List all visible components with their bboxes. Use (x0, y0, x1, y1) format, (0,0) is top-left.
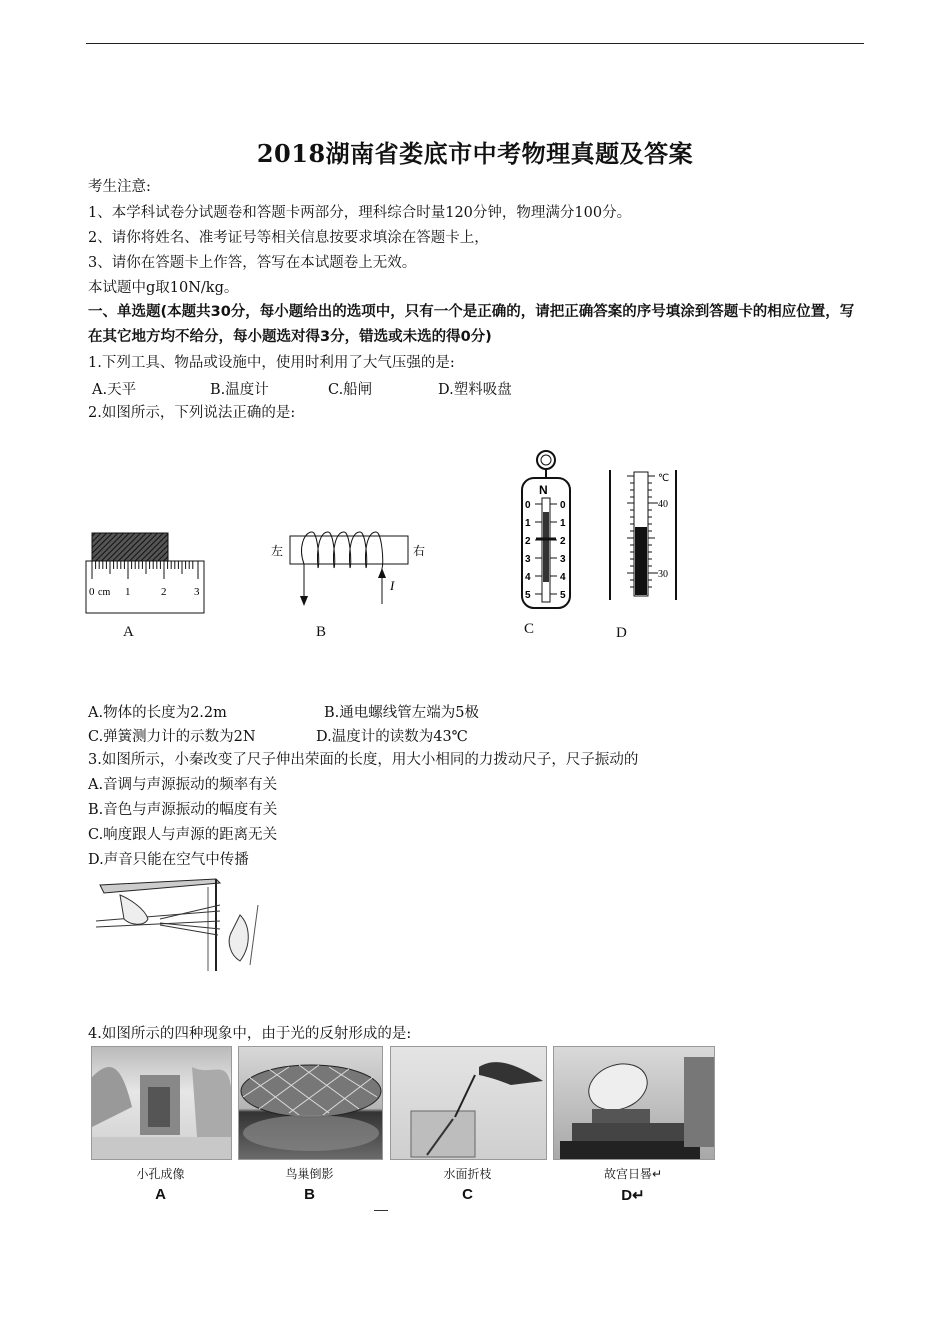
photo-bent-branch-in-water (390, 1046, 547, 1160)
q3-option-a: A.音调与声源振动的频率有关 (88, 777, 278, 793)
scale-spring (543, 512, 549, 582)
fig-label-c: C (524, 621, 535, 637)
caption-c: 水面折枝 (443, 1167, 492, 1181)
q1-option-b: B.温度计 (210, 382, 269, 398)
fig-label-b: B (316, 624, 327, 640)
photo-letter-a: A (155, 1186, 166, 1203)
photo-letter-c: C (462, 1186, 473, 1203)
ruler-tick-0: 0 (89, 586, 95, 598)
g-note: 本试题中g取10N/kg。 (88, 280, 239, 296)
page-title: 2018湖南省娄底市中考物理真题及答案 (256, 139, 694, 168)
notice-item-2: 2、请你将姓名、准考证号等相关信息按要求填涂在答题卡上， (88, 230, 489, 246)
spring-scale-figure (518, 446, 578, 621)
ruler-tick-2: 2 (161, 586, 167, 598)
q4-stem: 4.如图所示的四种现象中，由于光的反射形成的是: (88, 1026, 412, 1042)
q2-option-d: D.温度计的读数为43℃ (316, 729, 468, 745)
photo-forbidden-city-sundial (553, 1046, 715, 1160)
scale-right-tick-1: 1 (560, 518, 566, 529)
q1-option-d: D.塑料吸盘 (438, 382, 512, 398)
ruler-tick-1: 1 (125, 586, 131, 598)
q3-option-b: B.音色与声源振动的幅度有关 (88, 802, 278, 818)
scale-left-tick-2: 2 (525, 536, 531, 547)
q2-option-a: A.物体的长度为2.2m (88, 705, 227, 721)
q1-stem: 1.下列工具、物品或设施中，使用时利用了大气压强的是: (88, 355, 455, 371)
scale-right-tick-5: 5 (560, 590, 566, 601)
ruler-unit: cm (98, 587, 111, 598)
section-heading: 一、单选题(本题共30分，每小题给出的选项中，只有一个是正确的，请把正确答案的序号填涂到答题卡的相应位置，写在其它地方均不给分，每小题选对得3分，错选或未选的得0分) (88, 304, 855, 345)
thermometer-figure (604, 466, 684, 606)
q2-option-b: B.通电螺线管左端为5极 (324, 705, 479, 721)
scale-hook-ring (537, 451, 555, 469)
coil-right-label: 右 (413, 544, 426, 558)
solenoid-coil (302, 532, 383, 568)
scale-left-tick-0: 0 (525, 500, 531, 511)
scale-right-tick-4: 4 (560, 572, 566, 583)
scale-left-tick-5: 5 (525, 590, 531, 601)
ruler-tick-3: 3 (194, 586, 200, 598)
q1-option-a: A.天平 (92, 382, 137, 398)
photo-letter-b: B (304, 1186, 315, 1203)
fig-label-a: A (123, 624, 134, 640)
coil-left-label: 左 (271, 544, 284, 558)
fig-label-d: D (616, 625, 627, 641)
thermometer-tick-30: 30 (658, 569, 668, 580)
q2-stem: 2.如图所示，下列说法正确的是: (88, 405, 296, 421)
solenoid-figure (268, 528, 433, 613)
caption-b: 鸟巢倒影 (285, 1167, 334, 1181)
thermometer-tick-40: 40 (658, 499, 668, 510)
current-label: I (390, 578, 395, 593)
ruler-figure (80, 525, 215, 620)
up-arrow-icon (378, 568, 386, 578)
q3-stem: 3.如图所示，小秦改变了尺子伸出荣面的长度，用大小相同的力拨动尺子，尺子振动的 (88, 752, 639, 768)
down-arrow-icon (300, 596, 308, 606)
measured-block (92, 533, 168, 561)
ruler-ticks (92, 561, 198, 579)
scale-right-tick-0: 0 (560, 500, 566, 511)
photo-letter-d: D↵ (621, 1187, 645, 1204)
notice-item-1: 1、本学科试卷分试题卷和答题卡两部分，理科综合时量120分钟，物理满分100分。 (88, 205, 632, 221)
scale-right-tick-2: 2 (560, 536, 566, 547)
thermometer-unit: ℃ (658, 473, 670, 484)
photo-birds-nest-reflection (238, 1046, 383, 1160)
scale-top-label: N (539, 483, 548, 497)
q3-option-d: D.声音只能在空气中传播 (88, 852, 249, 868)
notice-item-3: 3、请你在答题卡上作答，答写在本试题卷上无效。 (88, 255, 417, 271)
notice-heading: 考生注意: (88, 179, 151, 195)
caption-a: 小孔成像 (136, 1167, 185, 1181)
ruler-pluck-illustration (90, 875, 270, 975)
photo-pinhole-imaging (91, 1046, 232, 1160)
liquid-column (635, 527, 647, 595)
scale-left-tick-3: 3 (525, 554, 531, 565)
footer-mark (374, 1210, 388, 1211)
header-rule (86, 43, 864, 44)
q3-option-c: C.响度跟人与声源的距离无关 (88, 827, 278, 843)
q1-option-c: C.船闸 (328, 382, 373, 398)
caption-d: 故宫日晷↵ (603, 1167, 663, 1181)
scale-right-tick-3: 3 (560, 554, 566, 565)
scale-left-tick-1: 1 (525, 518, 531, 529)
scale-left-tick-4: 4 (525, 572, 531, 583)
q2-option-c: C.弹簧测力计的示数为2N (88, 729, 256, 745)
